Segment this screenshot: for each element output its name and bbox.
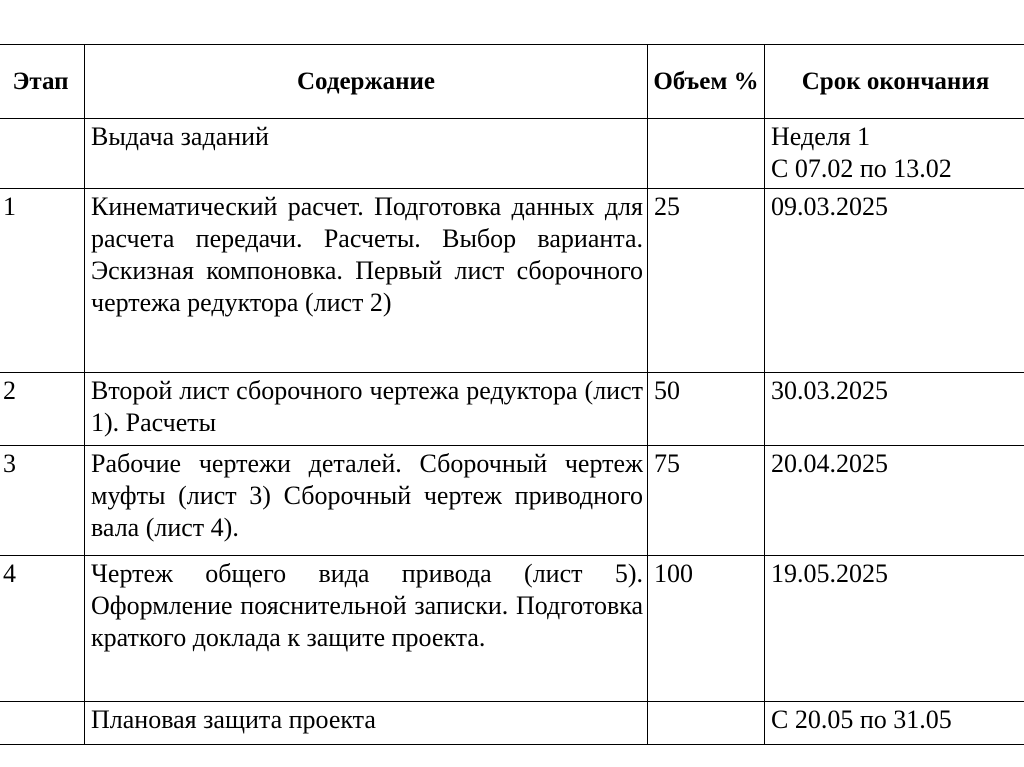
deadline-line: 20.04.2025 xyxy=(771,449,888,478)
table-row xyxy=(0,446,1024,556)
deadline-cell xyxy=(765,189,1024,373)
deadline-line: 30.03.2025 xyxy=(771,376,888,405)
content-cell: Выдача заданий xyxy=(85,119,648,189)
content-cell: Второй лист сборочного чертежа редуктора (лист 1). Расчеты xyxy=(85,373,648,446)
volume-cell: 50 xyxy=(648,373,765,446)
deadline-line: 19.05.2025 xyxy=(771,559,888,588)
table-row xyxy=(0,119,1024,189)
volume-cell xyxy=(648,119,765,189)
project-schedule-table xyxy=(0,44,1024,745)
table-row xyxy=(0,702,1024,745)
deadline-cell xyxy=(765,702,1024,745)
volume-cell: 75 xyxy=(648,446,765,556)
volume-cell: 25 xyxy=(648,189,765,373)
table-row xyxy=(0,556,1024,702)
header-stage: Этап xyxy=(0,45,85,119)
stage-cell xyxy=(0,119,85,189)
stage-cell: 2 xyxy=(0,373,85,446)
header-content: Содержание xyxy=(85,45,648,119)
stage-cell xyxy=(0,702,85,745)
deadline-cell xyxy=(765,556,1024,702)
volume-cell xyxy=(648,702,765,745)
content-cell: Кинематический расчет. Подготовка данных для расчета передачи. Расчеты. Выбор варианта. Эскизная компоновка. Первый лист сборочного чертежа редуктора (лист 2) xyxy=(85,189,648,373)
deadline-line: С 07.02 по 13.02 xyxy=(771,154,952,183)
stage-cell: 3 xyxy=(0,446,85,556)
volume-cell: 100 xyxy=(648,556,765,702)
deadline-line: С 20.05 по 31.05 xyxy=(771,705,952,734)
content-cell: Рабочие чертежи деталей. Сборочный чертеж муфты (лист 3) Сборочный чертеж приводного вала (лист 4). xyxy=(85,446,648,556)
content-cell: Плановая защита проекта xyxy=(85,702,648,745)
deadline-line: Неделя 1 xyxy=(771,122,871,151)
stage-cell: 1 xyxy=(0,189,85,373)
deadline-cell xyxy=(765,373,1024,446)
header-deadline: Срок окончания xyxy=(765,45,1024,119)
table-row xyxy=(0,373,1024,446)
table-row xyxy=(0,189,1024,373)
deadline-cell xyxy=(765,446,1024,556)
header-volume: Объем % xyxy=(648,45,765,119)
deadline-line: 09.03.2025 xyxy=(771,192,888,221)
stage-cell: 4 xyxy=(0,556,85,702)
deadline-cell xyxy=(765,119,1024,189)
content-cell: Чертеж общего вида привода (лист 5). Оформление пояснительной записки. Подготовка краткого доклада к защите проекта. xyxy=(85,556,648,702)
table-header-row xyxy=(0,45,1024,119)
